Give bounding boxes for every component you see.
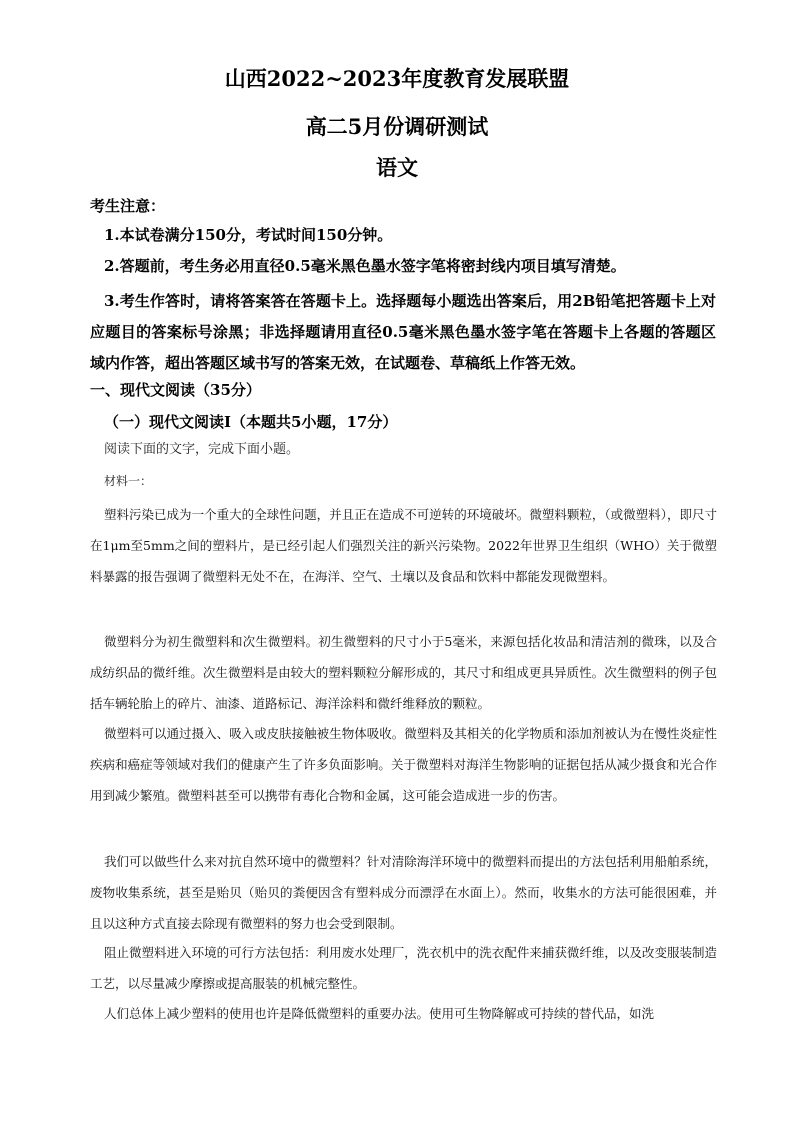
notice-heading: 考生注意： — [90, 197, 166, 215]
notice-item-3: 3.考生作答时，请将答案答在答题卡上。选择题每小题选出答案后，用2B铅笔把答题卡上对应题目的答案标号涂黑；非选择题请用直径0.5毫米黑色墨水签字笔在答题卡上各题的答题区域内作答，超出答题区域书写的答案无效，在试题卷、草稿纸上作答无效。 — [90, 292, 716, 372]
passage-paragraph-2: 微塑料分为初生微塑料和次生微塑料。初生微塑料的尺寸小于5毫米，来源包括化妆品和清洁剂的微珠，以及合成纺织品的微纤维。次生微塑料是由较大的塑料颗粒分解形成的，其尺寸和组成更具异质性。次生微塑料的例子包括车辆轮胎上的碎片、油漆、道路标记、海洋涂料和微纤维释放的颗粒。 — [90, 634, 717, 711]
notice-item-1: 1.本试卷满分150分，考试时间150分钟。 — [104, 226, 393, 244]
passage-paragraph-6: 人们总体上减少塑料的使用也许是降低微塑料的重要办法。使用可生物降解或可持续的替代品，如洗 — [104, 1006, 655, 1021]
section-title: 一、现代文阅读（35分） — [90, 381, 261, 399]
reading-instruction: 阅读下面的文字，完成下面小题。 — [104, 442, 300, 457]
exam-title-line1: 山西2022~2023年度教育发展联盟 — [224, 66, 570, 91]
subsection-title: （一）现代文阅读Ⅰ（本题共5小题，17分） — [104, 413, 398, 431]
passage-paragraph-3: 微塑料可以通过摄入、吸入或皮肤接触被生物体吸收。微塑料及其相关的化学物质和添加剂被认为在慢性炎症性疾病和癌症等领域对我们的健康产生了许多负面影响。关于微塑料对海洋生物影响的证据包括从减少摄食和光合作用到减少繁殖。微塑料甚至可以携带有毒化合物和金属，这可能会造成进一步的伤害。 — [90, 726, 717, 803]
material-label: 材料一： — [104, 474, 153, 488]
notice-item-2: 2.答题前，考生务必用直径0.5毫米黑色墨水签字笔将密封线内项目填写清楚。 — [104, 257, 626, 275]
passage-paragraph-4: 我们可以做些什么来对抗自然环境中的微塑料？针对清除海洋环境中的微塑料而提出的方法包括利用船舶系统，废物收集系统，甚至是贻贝（贻贝的粪便因含有塑料成分而漂浮在水面上）。然而，收集水的方法可能很困难，并且以这种方式直接去除现有微塑料的努力也会受到限制。 — [90, 854, 717, 931]
passage-paragraph-5: 阻止微塑料进入环境的可行方法包括：利用废水处理厂，洗衣机中的洗衣配件来捕获微纤维，以及改变服装制造工艺，以尽量减少摩擦或提高服装的机械完整性。 — [90, 945, 717, 991]
subject-title: 语文 — [376, 155, 418, 180]
passage-paragraph-1: 塑料污染已成为一个重大的全球性问题，并且正在造成不可逆转的环境破坏。微塑料颗粒，（或微塑料），即尺寸在1μm至5mm之间的塑料片，是已经引起人们强烈关注的新兴污染物。2022年世界卫生组织（WHO）关于微塑料暴露的报告强调了微塑料无处不在，在海洋、空气、土壤以及食品和饮料中都能发现微塑料。 — [90, 507, 717, 584]
exam-title-line2: 高二5月份调研测试 — [305, 114, 489, 139]
